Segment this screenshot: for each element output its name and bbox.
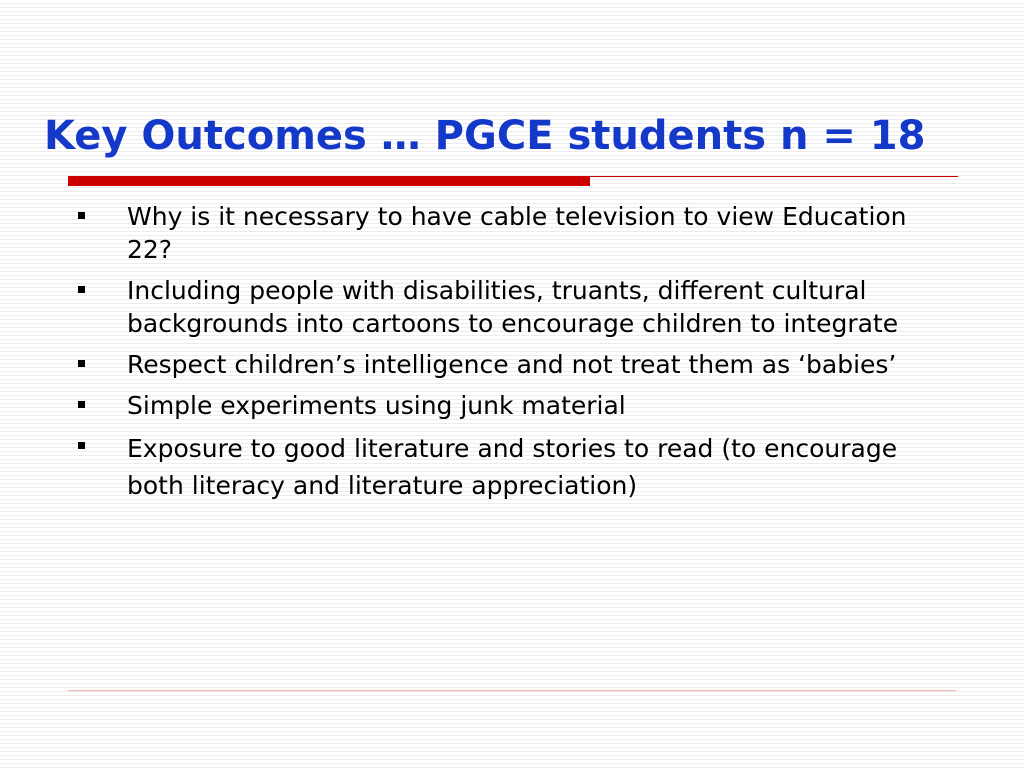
square-bullet-icon — [78, 286, 85, 293]
slide-title: Key Outcomes … PGCE students n = 18 — [44, 113, 926, 159]
bullet-list — [0, 200, 1024, 512]
bullet-item — [0, 348, 1024, 381]
square-bullet-icon — [78, 360, 85, 367]
footer-divider — [68, 690, 956, 691]
title-underline-line — [590, 176, 958, 177]
bullet-item — [0, 389, 1024, 422]
bullet-text: Respect children’s intelligence and not treat them as ‘babies’ — [127, 350, 897, 379]
bullet-text: Including people with disabilities, truants, different cultural backgrounds into cartoons to encourage children to integrate — [127, 276, 899, 338]
bullet-text: Exposure to good literature and stories to read (to encourage both literacy and literature appreciation) — [127, 434, 898, 500]
bullet-text: Simple experiments using junk material — [127, 391, 626, 420]
bullet-item — [0, 200, 1024, 266]
bullet-item — [0, 274, 1024, 340]
bullet-text: Why is it necessary to have cable television to view Education 22? — [127, 202, 907, 264]
square-bullet-icon — [78, 401, 85, 408]
square-bullet-icon — [78, 442, 85, 449]
bullet-item — [0, 430, 1024, 504]
square-bullet-icon — [78, 212, 85, 219]
title-underline-accent — [68, 176, 590, 186]
